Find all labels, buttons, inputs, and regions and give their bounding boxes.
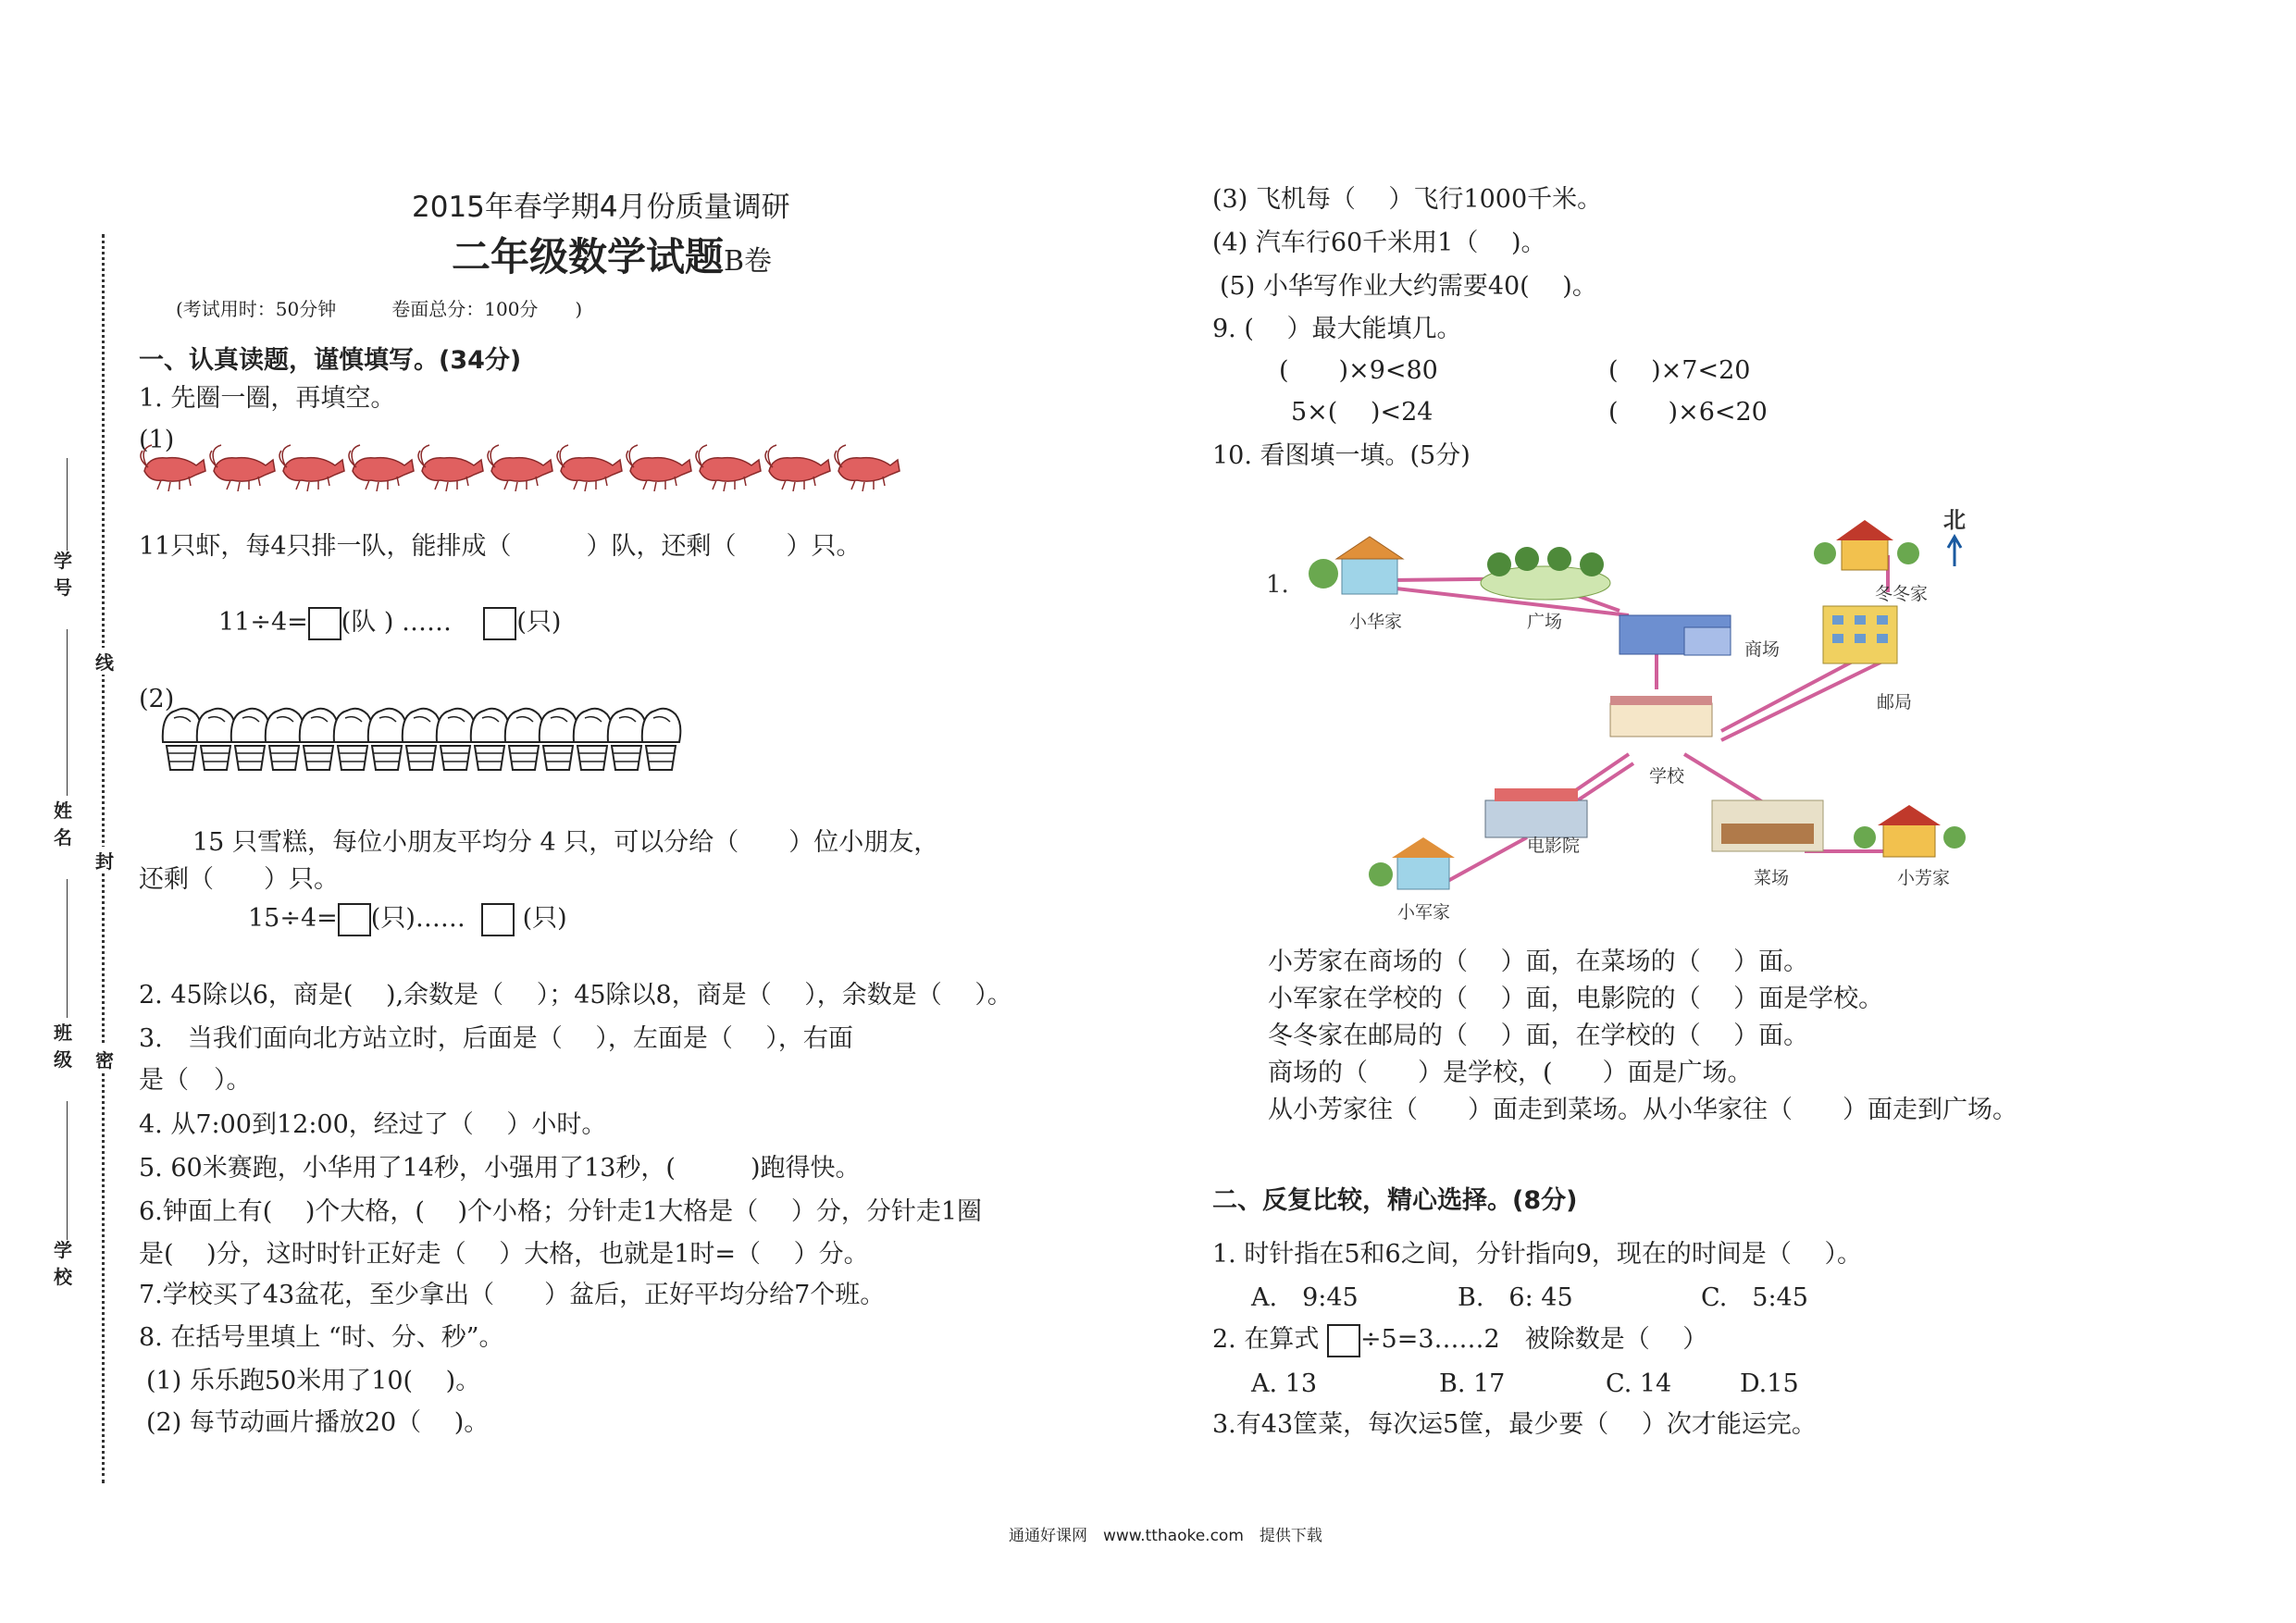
xiaojun-home	[1369, 837, 1455, 923]
binding-marker-feng: 封	[95, 847, 114, 873]
icecream-row	[159, 696, 733, 788]
s2-q2-option-b: B. 17	[1439, 1369, 1506, 1398]
answer-box[interactable]	[308, 607, 341, 640]
binding-underline-banji	[67, 879, 68, 1018]
q1a-eq-mid: (队 ) ……	[341, 608, 453, 637]
xiaofang-home	[1854, 805, 1966, 888]
q1a-eq-right: (只)	[516, 608, 562, 637]
svg-text:小华家: 小华家	[1349, 612, 1403, 632]
icecream-icon	[437, 709, 476, 770]
s2-q1-option-b: B. 6: 45	[1458, 1283, 1573, 1312]
section1-heading: 一、认真读题，谨慎填写。(34分)	[139, 346, 522, 375]
q10-line-4: 商场的（ ）是学校，( ）面是广场。	[1268, 1059, 1753, 1087]
q1-title: 1. 先圈一圈，再填空。	[139, 384, 396, 413]
shrimp-icon	[835, 445, 900, 491]
s2-q2-option-a: A. 13	[1251, 1369, 1318, 1398]
q1b-eq-mid: (只)……	[370, 904, 465, 933]
caichang	[1712, 800, 1823, 888]
q9-item-d: ( )×6<20	[1608, 398, 1768, 427]
icecream-icon	[368, 709, 407, 770]
icecream-icon	[403, 709, 441, 770]
exam-title-row	[452, 227, 772, 282]
q10-line-5: 从小芳家往（ ）面走到菜场。从小华家往（ ）面走到广场。	[1268, 1096, 2017, 1124]
q1b-text2: 还剩（ ）只。	[139, 865, 339, 894]
shrimp-icon	[349, 445, 414, 491]
q8-item-1: (1) 乐乐跑50米用了10( )。	[146, 1367, 481, 1395]
s2-q1-option-a: A. 9:45	[1251, 1283, 1359, 1312]
icecream-icon	[642, 709, 681, 770]
svg-text:菜场: 菜场	[1754, 868, 1790, 888]
exam-title: 二年级数学试题	[452, 234, 725, 279]
icecream-icon	[163, 709, 202, 770]
icecream-icon	[300, 709, 339, 770]
exam-title-suffix: B卷	[724, 245, 773, 278]
q8-item-3: (3) 飞机每（ ）飞行1000千米。	[1212, 185, 1603, 214]
q8-title: 8. 在括号里填上 “时、分、秒”。	[139, 1323, 504, 1352]
icecream-icon	[334, 709, 373, 770]
binding-marker-xian: 线	[95, 648, 114, 675]
q9-item-b: ( )×7<20	[1608, 356, 1751, 385]
icecream-icon	[574, 709, 613, 770]
q10-line-3: 冬冬家在邮局的（ ）面，在学校的（ ）面。	[1268, 1022, 1809, 1050]
q1a-label: (1)	[139, 426, 175, 454]
xiaohua-home	[1309, 537, 1403, 632]
section2-heading: 二、反复比较，精心选择。(8分)	[1212, 1186, 1578, 1215]
guangchang	[1481, 547, 1610, 632]
q2: 2. 45除以6，商是( ),余数是（ ）；45除以8，商是（ ），余数是（ ）。	[139, 981, 1012, 1010]
location-map	[1249, 500, 2017, 925]
s2-q1-option-c: C. 5:45	[1701, 1283, 1808, 1312]
xuexiao	[1610, 696, 1712, 787]
q9-item-a: ( )×9<80	[1279, 356, 1438, 385]
q1b-text: 15 只雪糕，每位小朋友平均分 4 只，可以分给（ ）位小朋友，	[192, 828, 939, 857]
q8-item-4: (4) 汽车行60千米用1（ )。	[1212, 229, 1546, 257]
icecream-icon	[266, 709, 304, 770]
binding-underline-xuexiao	[67, 1101, 68, 1240]
binding-marker-mi: 密	[95, 1046, 114, 1072]
s2-q1: 1. 时针指在5和6之间，分针指向9，现在的时间是（ ）。	[1212, 1240, 1862, 1269]
binding-underline-xuehao	[67, 458, 68, 551]
q3-line2: 是（ ）。	[139, 1066, 252, 1095]
q8-item-2: (2) 每节动画片播放20（ )。	[146, 1408, 490, 1437]
svg-text:商场: 商场	[1744, 639, 1781, 660]
svg-text:小军家: 小军家	[1397, 902, 1451, 923]
shrimp-icon	[696, 445, 761, 491]
q10-title: 10. 看图填一填。(5分)	[1212, 441, 1471, 470]
svg-text:冬冬家: 冬冬家	[1875, 584, 1929, 604]
footer-credit: 通通好课网 www.tthaoke.com 提供下载	[1009, 1527, 1322, 1545]
svg-text:广场: 广场	[1527, 612, 1563, 632]
q1b-eq-left: 15÷4=	[248, 904, 338, 933]
exam-info: (考试用时：50分钟 卷面总分：100分 )	[176, 298, 583, 320]
q9-item-c: 5×( )<24	[1291, 398, 1433, 427]
map-number: 1.	[1266, 571, 1289, 599]
north-arrow-icon	[1948, 537, 1961, 566]
q9-title: 9. ( ）最大能填几。	[1212, 315, 1462, 343]
q3-line1: 3. 当我们面向北方站立时，后面是（ ），左面是（ ），右面	[139, 1024, 853, 1053]
q10-line-2: 小军家在学校的（ ）面，电影院的（ ）面是学校。	[1268, 985, 1884, 1013]
binding-underline-xingming	[67, 629, 68, 796]
icecream-icon	[505, 709, 544, 770]
q4: 4. 从7:00到12:00，经过了（ ）小时。	[139, 1110, 607, 1139]
q1b-label: (2)	[139, 685, 175, 713]
q5: 5. 60米赛跑，小华用了14秒，小强用了13秒，( )跑得快。	[139, 1154, 861, 1183]
exam-subtitle: 2015年春学期4月份质量调研	[412, 191, 790, 224]
q8-item-5: (5) 小华写作业大约需要40( )。	[1220, 272, 1597, 301]
s2-q2-option-d: D.15	[1740, 1369, 1799, 1398]
binding-label-xingming: 姓 名	[54, 799, 72, 849]
dianyingyuan	[1485, 788, 1587, 856]
icecream-icon	[231, 709, 270, 770]
q1a-text: 11只虾，每4只排一队，能排成（ ）队，还剩（ ）只。	[139, 532, 862, 561]
shrimp-icon	[627, 445, 691, 491]
shrimp-icon	[279, 445, 344, 491]
answer-box[interactable]	[483, 607, 516, 640]
q1b-equation	[248, 902, 567, 936]
s2-q2	[1212, 1323, 1707, 1357]
icecream-icon	[197, 709, 236, 770]
icecream-icon	[471, 709, 510, 770]
answer-box[interactable]	[1327, 1324, 1360, 1357]
shrimp-row	[139, 440, 916, 491]
q7: 7.学校买了43盆花，至少拿出（ ）盆后，正好平均分给7个班。	[139, 1281, 886, 1309]
answer-box[interactable]	[481, 903, 515, 936]
answer-box[interactable]	[338, 903, 371, 936]
q1b-eq-right: (只)	[522, 904, 567, 933]
q6-line1: 6.钟面上有( )个大格，( )个小格；分针走1大格是（ ）分，分针走1圈	[139, 1197, 982, 1226]
shrimp-icon	[210, 445, 275, 491]
shrimp-icon	[557, 445, 622, 491]
icecream-icon	[540, 709, 578, 770]
shangchang	[1620, 615, 1780, 660]
svg-text:学校: 学校	[1649, 766, 1685, 787]
svg-text:小芳家: 小芳家	[1897, 868, 1951, 888]
q10-line-1: 小芳家在商场的（ ）面，在菜场的（ ）面。	[1268, 948, 1809, 976]
q1a-eq-left: 11÷4=	[218, 608, 308, 637]
s2-q3: 3.有43筐菜，每次运5筐，最少要（ ）次才能运完。	[1212, 1410, 1817, 1439]
north-label: 北	[1943, 506, 1966, 533]
binding-label-xuehao: 学 号	[54, 550, 72, 599]
youju	[1823, 606, 1912, 712]
s2-q2-pre: 2. 在算式	[1212, 1325, 1320, 1354]
s2-q2-post: ÷5=3……2 被除数是（ ）	[1359, 1325, 1708, 1354]
shrimp-icon	[765, 445, 830, 491]
svg-text:邮局: 邮局	[1877, 692, 1913, 712]
dongdong-home	[1814, 520, 1928, 604]
binding-label-xuexiao: 学 校	[54, 1239, 72, 1288]
svg-text:电影院: 电影院	[1527, 836, 1581, 856]
q1a-equation	[218, 606, 561, 640]
binding-label-banji: 班 级	[54, 1022, 72, 1071]
shrimp-icon	[418, 445, 483, 491]
shrimp-icon	[141, 445, 205, 491]
s2-q2-option-c: C. 14	[1606, 1369, 1672, 1398]
icecream-icon	[608, 709, 647, 770]
q6-line2: 是( )分，这时时针正好走（ ）大格，也就是1时=（ ）分。	[139, 1240, 869, 1269]
shrimp-icon	[488, 445, 552, 491]
